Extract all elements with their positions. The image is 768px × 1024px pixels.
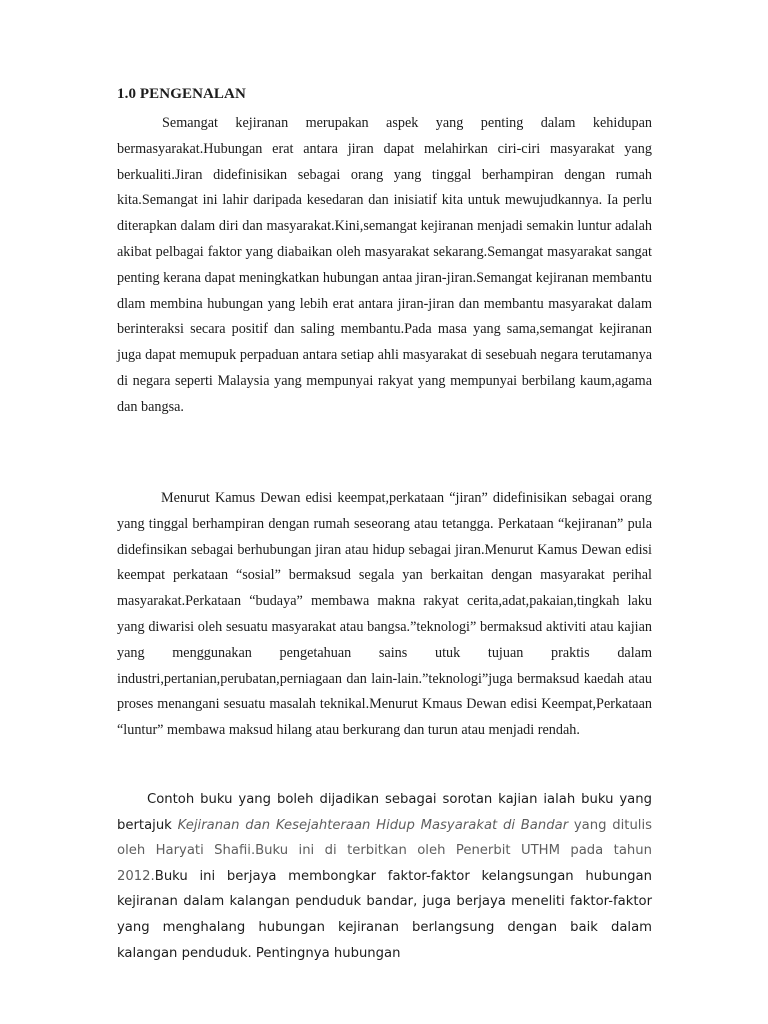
paragraph-definitions: Menurut Kamus Dewan edisi keempat,perkataan “jiran” didefinisikan sebagai orang yang tinggal berhampiran dengan rumah seseorang atau tetangga. Perkataan “kejiranan” pula didefinsikan sebagai berhubungan jiran atau hidup sebagai jiran.Menurut Kamus Dewan edisi keempat perkataan “sosial” bermaksud segala yan berkaitan dengan masyarakat perihal masyarakat.Perkataan “budaya” membawa makna rakyat cerita,adat,pakaian,tingkah laku yang diwarisi oleh sesuatu masyarakat atau bangsa.”teknologi” bermaksud aktiviti atau kajian yang menggunakan pengetahuan sains utuk tujuan praktis dalam industri,pertanian,perubatan,perniagaan dan lain-lain.”teknologi”juga bermaksud kaedah atau proses menangani sesuatu masalah teknikal.Menurut Kmaus Dewan edisi Keempat,Perkataan “luntur” membawa maksud hilang atau berkurang dan turun atau menjadi rendah. (117, 490, 652, 739)
paragraph-text-segment: yang ditulis oleh Haryati Shafii.Buku ini di terbitkan oleh Penerbit UTHM pada tahun 2012. (117, 817, 653, 884)
book-title: Kejiranan dan Kesejahteraan Hidup Masyarakat di Bandar (177, 817, 569, 833)
paragraph-introduction: Semangat kejiranan merupakan aspek yang penting dalam kehidupan bermasyarakat.Hubungan erat antara jiran dapat melahirkan ciri-ciri masyarakat yang berkualiti.Jiran didefinisikan sebagai orang yang tinggal berhampiran dengan rumah kita.Semangat ini lahir daripada kesedaran dan inisiatif kita untuk mewujudkannya. Ia perlu diterapkan dalam diri dan masyarakat.Kini,semangat kejiranan menjadi semakin luntur adalah akibat pelbagai faktor yang diabaikan oleh masyarakat sekarang.Semangat masyarakat sangat penting kerana dapat meningkatkan hubungan antaa jiran-jiran.Semangat kejiranan membantu dlam membina hubungan yang lebih erat antara jiran-jiran dan membantu masyarakat dalam berinteraksi secara positif dan saling membantu.Pada masa yang sama,semangat kejiranan juga dapat memupuk perpaduan antara setiap ahli masyarakat di sesebuah negara terutamanya di negara seperti Malaysia yang mempunyai rakyat yang mempunyai berbilang kaum,agama dan bangsa. (117, 115, 652, 415)
paragraph-text-segment: Contoh buku yang boleh dijadikan sebagai sorotan kajian ialah buku yang bertajuk (117, 792, 652, 833)
paragraph-text-segment: Buku ini berjaya membongkar faktor-faktor kelangsungan hubungan kejiranan dalam kalangan penduduk bandar, juga berjaya meneliti faktor-faktor yang menghalang hubungan kejiranan berlangsung dengan baik dalam kalangan penduduk. Pentingnya hubungan (117, 868, 652, 961)
section-heading: 1.0 PENGENALAN (117, 86, 246, 102)
paragraph-literature-review (117, 787, 652, 966)
